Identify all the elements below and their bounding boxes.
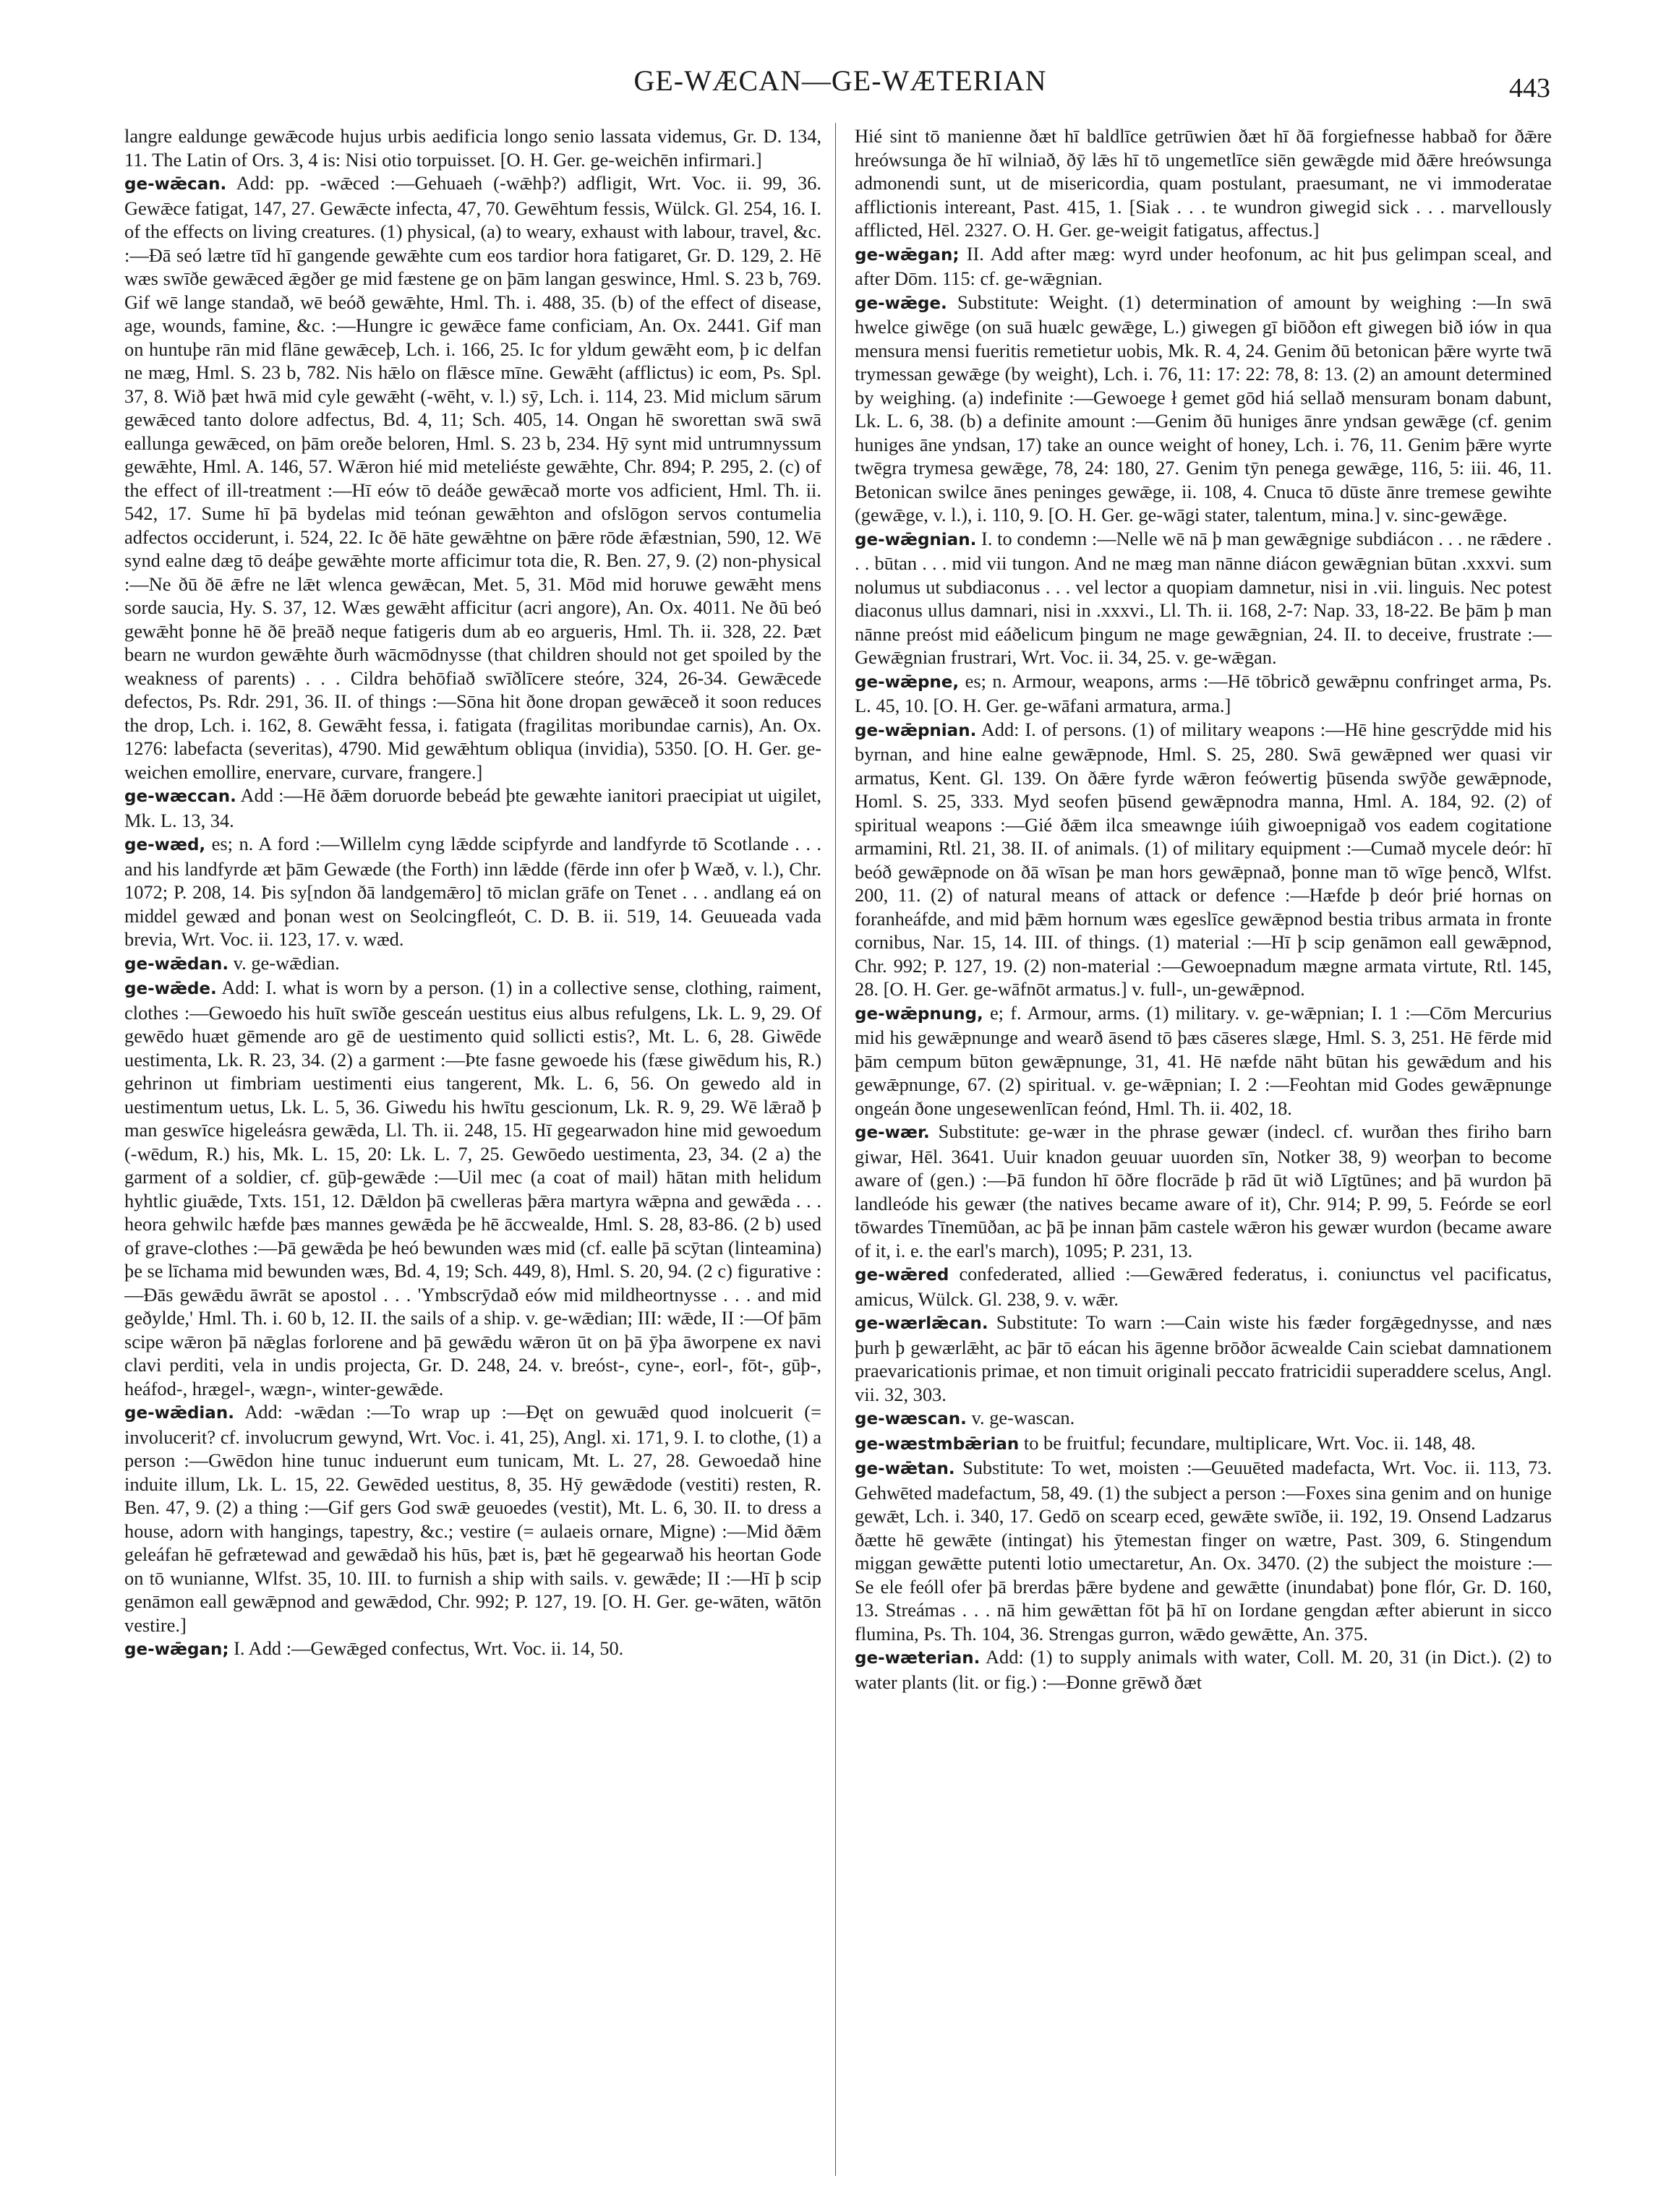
- running-title: GE-WÆCAN—GE-WÆTERIAN: [633, 64, 1047, 97]
- entry-headword: ge-wǣtan.: [855, 1459, 955, 1478]
- entry-text: Substitute: ge-wær in the phrase gewær (indecl. cf. wurðan thes firiho barn giwar, Hēl. 3641. Uuir knadon geuuar uuorden sīn, Notker 38, 9) weorþan to become aware of (gen.) :—Þā fundon hī ōðre flocrāde þ rād ūt wið Līgtūnes; and þā wurdon þā landleóde his gewær (the natives became aware of it), Chr. 914; P. 99, 5. Feórde se eorl tōwardes Tīnemūðan, ac þā þe innan þām castele wǣron his gewær wurdon (became aware of it, i. e. the earl's march), 1095; P. 231, 13.: [855, 1120, 1552, 1261]
- entry-text: Substitute: To wet, moisten :—Geuuēted madefacta, Wrt. Voc. ii. 113, 73. Gehwēted madefactum, 58, 49. (1) the subject a person :—Foxes sina genim and on hunige gewǣt, Lch. i. 340, 17. Gedō on scearp eced, gewǣte swīðe, ii. 192, 19. Onsend Ladzarus ðætte hē gewǣte (intingat) his ȳtemestan finger on wætre, Past. 309, 6. Stingendum miggan gewǣtte putenti lotio umectaretur, An. Ox. 3470. (2) the subject the moisture :—Se ele feóll ofer þā brerdas þǣre bydene and gewǣtte (inundabat) þone flór, Gr. D. 160, 13. Streámas . . . nā him gewǣttan fōt þā hī on Iordane gengdan æfter abierunt in sicco flumina, Ps. Th. 104, 36. Strengas gurron, wǣdo gewǣtte, An. 375.: [855, 1457, 1552, 1645]
- entry-headword: ge-wǣgan;: [855, 245, 960, 265]
- entry-headword: ge-wæstmbǣrian: [855, 1434, 1020, 1454]
- dictionary-entry: [855, 1311, 1552, 1406]
- entry-text: to be fruitful; fecundare, multiplicare, Wrt. Voc. ii. 148, 48.: [1023, 1431, 1476, 1454]
- entry-text: II. Add after mæg: wyrd under heofonum, ac hit þus gelimpan sceal, and after Dōm. 115: cf. ge-wǣgnian.: [855, 242, 1552, 289]
- entry-headword: ge-wǣgan;: [124, 1640, 229, 1659]
- entry-headword: ge-wæccan.: [124, 787, 236, 806]
- page-number: 443: [1509, 73, 1550, 103]
- dictionary-entry: [855, 527, 1552, 669]
- entry-text: Substitute: Weight. (1) determination of amount by weighing :—In swā hwelce giwēge (on suā huælc gewǣge, L.) giwegen gī biōðon eft giwegen bið iów in qua mensura mensi fueritis remetietur uobis, Mk. R. 4, 24. Genim ðū betonican þǣre wyrte twā trymessan gewǣge (by weight), Lch. i. 76, 11: 17: 22: 78, 8: 13. (2) an amount determined by weighing. (a) indefinite :—Gewoege ł gemet gōd hiá sellað mensuram bonam dabunt, Lk. L. 6, 38. (b) a definite amount :—Genim ðū huniges ānre yndsan gewǣge (cf. genim huniges āne yndsan, 17) take an ounce weight of honey, Lch. i. 76, 11. Genim þǣre wyrte twēgra trymesa gewǣge, 78, 24: 180, 27. Genim tȳn penega gewǣge, 116, 5: iii. 46, 11. Betonican swilce ānes peninges gewǣge, ii. 108, 4. Cnuca tō dūste ānre tremese gewihte (gewǣge, v. l.), i. 110, 9. [O. H. Ger. ge-wāgi stater, talentum, mina.] v. sinc-gewǣge.: [855, 291, 1552, 526]
- dictionary-entry: [855, 1001, 1552, 1120]
- dictionary-entry: [124, 171, 821, 784]
- entry-headword: ge-wæscan.: [855, 1410, 967, 1428]
- entry-headword: ge-wǣcan.: [124, 175, 227, 194]
- left-column: [124, 124, 821, 2177]
- entry-headword: ge-wǣge.: [855, 293, 947, 313]
- running-head: [123, 64, 1558, 107]
- entry-headword: ge-wærlǣcan.: [855, 1314, 988, 1333]
- entry-headword: ge-wǣpnung,: [855, 1004, 983, 1024]
- entry-headword: ge-wǣde.: [124, 979, 217, 998]
- dictionary-entry: [855, 242, 1552, 291]
- entry-text: I. Add :—Gewǣged confectus, Wrt. Voc. ii. 14, 50.: [234, 1637, 624, 1659]
- dictionary-entry: [855, 1645, 1552, 1694]
- entry-headword: ge-wǣred: [855, 1266, 949, 1285]
- entry-text: Add: I. of persons. (1) of military weapons :—Hē hine gescrȳdde mid his byrnan, and hine ealne gewǣpnode, Hml. S. 25, 280. Swā gewǣpned wer quasi vir armatus, Kent. Gl. 139. On ðǣre fyrde wǣron feówertig þūsenda swȳðe gewǣpnode, Homl. S. 25, 333. Myd seofen þūsend gewǣpnodra manna, Hml. A. 184, 92. (2) of spiritual weapons :—Gié ðǣm ilca smeawnge iúih giwoepnigað vos eadem cogitatione armamini, Rtl. 21, 38. II. of animals. (1) of military equipment :—Cumað mycele deór: hī beóð gewǣpnode on ðā wīsan þe man hors gewǣpnað, þonne man tō wīge þencð, Wlfst. 200, 11. (2) of natural means of attack or defence :—Hæfde þ deór þrié hornas on foranheáfde, and mid þǣm hornum wæs egeslīce gewǣpnod bestia tribus armata in fronte cornibus, Nar. 15, 14. III. of things. (1) material :—Hī þ scip genāmon eall gewǣpnod, Chr. 992; P. 127, 19. (2) non-material :—Gewoepnadum mægne armata virtute, Rtl. 145, 28. [O. H. Ger. ge-wāfnōt armatus.] v. full-, un-gewǣpnod.: [855, 718, 1552, 1000]
- entry-text: Add: pp. -wǣced :—Gehuaeh (-wǣhþ?) adfligit, Wrt. Voc. ii. 99, 36. Gewǣce fatigat, 147, 27. Gewǣcte infecta, 47, 70. Gewēhtum fessis, Wülck. Gl. 254, 16. I. of the effects on living creatures. (1) physical, (a) to weary, exhaust with labour, travel, &c. :—Ðā seó lætre tīd hī gangende gewǣhte cum eos tardior hora fatigaret, Gr. D. 129, 2. Hē wæs swīðe gewǣced ǣgðer ge mid fæstene ge on þām langan geswince, Hml. S. 23 b, 769. Gif wē lange standað, wē beóð gewǣhte, Hml. Th. i. 488, 35. (b) of the effect of disease, age, wounds, famine, &c. :—Hungre ic gewǣce fame conficiam, An. Ox. 2441. Gif man on huntuþe rān mid flāne gewǣceþ, Lch. i. 166, 25. Ic for yldum gewǣht eom, þ ic delfan ne mæg, Hml. S. 23 b, 782. Nis hǣlo on flǣsce mīne. Gewǣht (afflictus) ic eom, Ps. Spl. 37, 8. Wið þæt hwā mid cyle gewǣht (-wēht, v. l.) sȳ, Lch. i. 114, 23. Mid miclum sārum gewǣced tanto dolore adfectus, Bd. 4, 11; Sch. 405, 14. Ongan hē sworettan swā swā eallunga gewǣced, on þām oreðe beloren, Hml. S. 23 b, 234. Hȳ synt mid untrumnyssum gewǣhte, Hml. A. 146, 57. Wǣron hié mid meteliéste gewǣhte, Chr. 894; P. 295, 2. (c) of the effect of ill-treatment :—Hī eów tō deáðe gewǣcað morte vos adficient, Hml. Th. ii. 542, 17. Sume hī þā bydelas mid teónan gewǣhton and ofslōgon servos contumelia adfectos occiderunt, i. 524, 22. Ic ðē hāte gewǣhtne on þǣre rōde ǣfæstnian, 590, 12. Wē synd ealne dæg tō deáþe gewǣhte morte afficimur tota die, R. Ben. 27, 9. (2) non-physical :—Ne ðū ðē ǣfre ne lǣt wlenca gewǣcan, Met. 5, 31. Mōd mid horuwe gewǣht mens sorde saucia, Hy. S. 37, 12. Wæs gewǣht afficitur (acri angore), An. Ox. 4011. Ne ðū beó gewǣht þonne hē ðē þreāð neque fatigeris dum ab eo argueris, Hml. Th. ii. 328, 22. Þæt bearn ne wurdon gewǣhte ðurh wācmōdnysse (that children should not get spoiled by the weakness of parents) . . . Cildra behōfiað swīðlīcere steóre, 324, 26-34. Gewǣcede defectos, Ps. Rdr. 291, 36. II. of things :—Sōna hit ðone dropan gewǣceð it soon reduces the drop, Lch. i. 162, 8. Gewǣht fessa, i. fatigata (fragilitas moribundae carnis), An. Ox. 1276: labefacta (severitas), 4790. Mid gewǣhtum obliqua (invidia), 5350. [O. H. Ger. ge-weichen emollire, enervare, curvare, frangere.]: [124, 172, 821, 783]
- dictionary-entry: [855, 124, 1552, 242]
- entry-text: Add :—Hē ðǣm doruorde bebeád þte gewæhte ianitori praecipiat ut uigilet, Mk. L. 13, 34.: [124, 784, 821, 831]
- entry-text: langre ealdunge gewǣcode hujus urbis aedificia longo senio lassata videmus, Gr. D. 134, 11. The Latin of Ors. 3, 4 is: Nisi otio torpuisset. [O. H. Ger. ge-weichēn infirmari.]: [124, 125, 821, 171]
- dictionary-entry: [855, 1456, 1552, 1645]
- entry-text: Hié sint tō manienne ðæt hī baldlīce getrūwien ðæt hī ðā forgiefnesse habbað for ðǣre hreówsunga ðe hī wilniað, ðȳ lǣs hī tō ungemetlīce siēn gewǣgde mid ðǣre hreówsunga admonendi sunt, ut de misericordia, quam postulant, praesumant, ne vi immoderatae afflictionis intereant, Past. 415, 1. [Siak . . . te wundron giwegid sick . . . marvellously afflicted, Hēl. 2327. O. H. Ger. ge-weigit fatigatus, affectus.]: [855, 125, 1552, 241]
- entry-text: es; n. A ford :—Willelm cyng lǣdde scipfyrde and landfyrde tō Scotlande . . . and his landfyrde æt þām Gewæde (the Forth) inn lǣdde (fērde inn ofer þ Wæð, v. l.), Chr. 1072; P. 208, 14. Þis sy[ndon ðā landgemǣro] tō miclan grāfe on Tenet . . . andlang eá on middel gewæd and þonan west on Seolcingfleót, C. D. B. ii. 519, 14. Geuueada vada brevia, Wrt. Voc. ii. 123, 17. v. wæd.: [124, 833, 821, 950]
- dictionary-entry: [124, 832, 821, 951]
- entry-headword: ge-wǣgnian.: [855, 530, 977, 549]
- dictionary-entry: [124, 1637, 821, 1662]
- entry-text: v. ge-wǣdian.: [233, 951, 340, 974]
- dictionary-entry: [124, 951, 821, 977]
- entry-headword: ge-wǣpnian.: [855, 721, 977, 740]
- dictionary-entry: [124, 1400, 821, 1637]
- dictionary-entry: [855, 718, 1552, 1001]
- dictionary-entry: [855, 669, 1552, 718]
- dictionary-entry: [855, 291, 1552, 527]
- entry-text: Substitute: To warn :—Cain wiste his fæder forgǣgednysse, and næs þurh þ gewærlǣht, ac þār tō eácan his āgenne brōðor ācwealde Cain sciebat damnationem praevaricationis primae, et non timuit originali peccato fratricidii superaddere scelus, Angl. vii. 32, 303.: [855, 1311, 1552, 1405]
- dictionary-entry: [855, 1120, 1552, 1262]
- entry-text: es; n. Armour, weapons, arms :—Hē tōbricð gewǣpnu confringet arma, Ps. L. 45, 10. [O. H. Ger. ge-wāfani armatura, arma.]: [855, 669, 1552, 716]
- dictionary-entry: [855, 1262, 1552, 1311]
- dictionary-entry: [855, 1431, 1552, 1457]
- entry-text: confederated, allied :—Gewǣred federatus, i. coniunctus vel pacificatus, amicus, Wülck. Gl. 238, 9. v. wǣr.: [855, 1263, 1552, 1310]
- dictionary-entry: [124, 784, 821, 832]
- entry-headword: ge-wæterian.: [855, 1649, 981, 1668]
- entry-text: e; f. Armour, arms. (1) military. v. ge-wǣpnian; I. 1 :—Cōm Mercurius mid his gewǣpnunge and wearð āsend tō þæs cāseres slæge, Hml. S. 3, 251. Hē fērde mid þām cempum būton gewǣpnunge, 31, 41. Hē næfde nāht būtan his gewǣdum and his gewǣpnunge, 67. (2) spiritual. v. ge-wǣpnian; I. 2 :—Feohtan mid Godes gewǣpnunge ongeán ðone ungesewenlīcan feónd, Hml. Th. ii. 402, 18.: [855, 1001, 1552, 1119]
- entry-headword: ge-wǣdian.: [124, 1404, 234, 1423]
- entry-headword: ge-wǣdan.: [124, 954, 229, 974]
- right-column: [855, 124, 1552, 2177]
- entry-text: Add: -wǣdan :—To wrap up :—Ðęt on gewuǣd quod inolcuerit (= involucerit? cf. involucrum gewynd, Wrt. Voc. i. 41, 25), Angl. xi. 171, 9. I. to clothe, (1) a person :—Gwēdon hine tunuc induerunt eum tunicam, Mt. L. 27, 28. Gewoedað hine induite illum, Lk. L. 15, 22. Gewēded uestitus, 8, 35. Hȳ gewǣdode (vestiti) resten, R. Ben. 47, 9. (2) a thing :—Gif gers God swǣ geuoedes (vestit), Mt. L. 6, 30. II. to dress a house, adorn with hangings, tapestry, &c.; vestire (= aulaeis ornare, Migne) :—Mid ðǣm geleáfan hē gefrætewad and gewǣdað his hūs, þæt is, þæt hē gegearwað his heortan Gode on tō wunianne, Wlfst. 35, 10. III. to furnish a ship with sails. v. gewǣde; II :—Hī þ scip genāmon eall gewǣpnod and gewǣdod, Chr. 992; P. 127, 19. [O. H. Ger. ge-wāten, wātōn vestire.]: [124, 1401, 821, 1636]
- entry-headword: ge-wær.: [855, 1123, 930, 1142]
- entry-text: v. ge-wascan.: [971, 1407, 1075, 1428]
- entry-text: I. to condemn :—Nelle wē nā þ man gewǣgnige subdiácon . . . ne rǣdere . . . būtan . . . mid vii tungon. And ne mæg man nānne diácon gewǣgnian būtan .xxxvi. sum nolumus ut subdiaconus . . . vel lector a quopiam damnetur, nisi in .vii. linguis. Nec potest diaconus ullus damnari, nisi in .xxxvi., Ll. Th. ii. 168, 2-7: Nap. 33, 18-22. Be þām þ man nānne preóst mid eáðelicum þingum ne mage gewǣgnian, 24. II. to deceive, frustrate :—Gewǣgnian frustrari, Wrt. Voc. ii. 34, 25. v. ge-wǣgan.: [855, 527, 1552, 668]
- dictionary-entry: [855, 1406, 1552, 1431]
- dictionary-entry: [124, 976, 821, 1400]
- entry-text: Add: I. what is worn by a person. (1) in a collective sense, clothing, raiment, clothes :—Gewoedo his huīt swīðe gesceán uestitus eius albus refulgens, Lk. L. 9, 29. Of gewēdo huæt gēmende aro gē de uestimento quid sollicti estis?, Mt. L. 6, 28. Giwēde uestimenta, Lk. R. 23, 34. (2) a garment :—Þte fasne gewoede his (fæse giwēdum his, R.) gehrinon ut fimbriam uestimenti eius tangerent, Mk. L. 6, 56. On gewedo ald in uestimentum uetus, Lk. L. 5, 36. Giwedu his hwītu gescionum, Lk. R. 9, 29. Wē lǣrað þ man geswīce higeleásra gewǣda, Ll. Th. ii. 248, 15. Hī gegearwadon hine mid gewoedum (-wēdum, R.) his, Mk. L. 15, 20: Lk. L. 7, 25. Gewōedo uestimenta, 23, 34. (2 a) the garment of a soldier, cf. gūþ-gewǣde :—Uil mec (a coat of mail) hātan mith helidum hyhtlic giuǣde, Txts. 151, 12. Dǣldon þā cwelleras þǣra martyra wǣpna and gewǣda . . . heora gehwilc hæfde þæs mannes gewǣda þe hē āccwealde, Hml. S. 28, 83-86. (2 b) used of grave-clothes :—Þā gewǣda þe heó bewunden wæs mid (cf. ealle þā scȳtan (linteamina) þe se līchama mid bewunden wæs, Bd. 4, 19; Sch. 449, 8), Hml. S. 20, 94. (2 c) figurative :—Ðās gewǣdu āwrāt se apostol . . . 'Ymbscrȳdað eów mid mildheortnysse . . . and mid geðylde,' Hml. Th. i. 60 b, 12. II. the sails of a ship. v. ge-wǣdian; III: wǣde, II :—Of þām scipe wǣron þā nǣglas forlorene and þā gewǣdu wǣron ūt on þā ȳþa āworpene ex navi clavi perditi, vela in undis projecta, Gr. D. 248, 24. v. breóst-, cyne-, eorl-, fōt-, gūþ-, heáfod-, hrægel-, wægn-, winter-gewǣde.: [124, 977, 821, 1399]
- entry-text: Add: (1) to supply animals with water, Coll. M. 20, 31 (in Dict.). (2) to water plants (lit. or fig.) :—Ðonne grēwð ðæt: [855, 1646, 1552, 1693]
- entry-headword: ge-wæd,: [124, 836, 206, 854]
- column-divider: [835, 123, 836, 2176]
- dictionary-entry: [124, 124, 821, 171]
- entry-headword: ge-wǣpne,: [855, 672, 960, 692]
